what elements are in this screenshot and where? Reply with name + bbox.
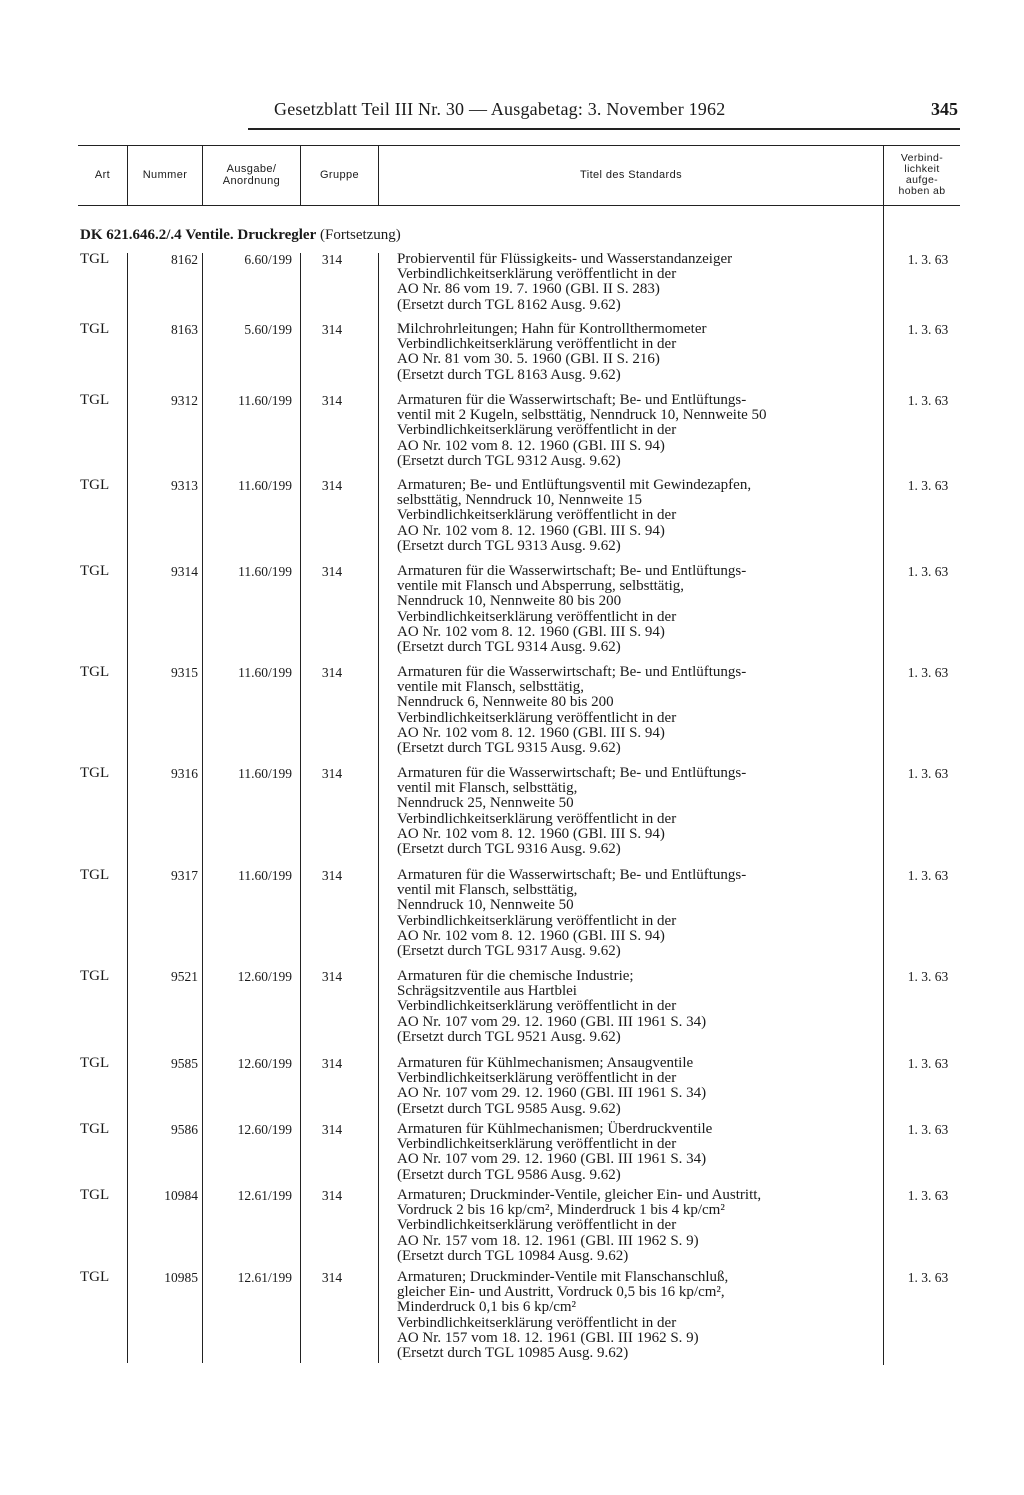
cell-verbindlichkeit: 1. 3. 63 [907,868,949,883]
title-line: AO Nr. 86 vom 19. 7. 1960 (GBl. II S. 283) [397,281,660,298]
cell-verbindlichkeit: 1. 3. 63 [907,665,949,680]
title-line: Armaturen für die chemische Industrie; [397,968,634,984]
cell-ausgabe: 11.60/199 [238,564,292,579]
title-line: AO Nr. 102 vom 8. 12. 1960 (GBl. III S. 94) [397,724,665,741]
title-line: Vordruck 2 bis 16 kp/cm², Minderdruck 1 bis 4 kp/cm² [397,1202,725,1219]
cell-nummer: 8162 [171,252,198,267]
cell-nummer: 10984 [164,1188,198,1203]
title-line: gleicher Ein- und Austritt, Vordruck 0,5 bis 16 kp/cm², [397,1284,725,1301]
column-divider [883,145,884,1365]
title-line: AO Nr. 102 vom 8. 12. 1960 (GBl. III S. 94) [397,927,665,944]
title-line: Verbindlichkeitserklärung veröffentlicht in der [397,336,677,353]
cell-gruppe: 314 [321,393,343,408]
cell-gruppe: 314 [321,322,343,337]
cell-art: TGL [80,392,110,408]
cell-titel [397,969,877,1045]
cell-ausgabe: 11.60/199 [238,766,292,781]
title-line: ventil mit Flansch, selbsttätig, [397,780,578,797]
title-line: Verbindlichkeitserklärung veröffentlicht in der [397,422,677,439]
cell-ausgabe: 11.60/199 [238,478,292,493]
cell-titel [397,665,877,756]
title-line: Armaturen für die Wasserwirtschaft; Be- und Entlüftungs- [397,392,747,408]
title-line: (Ersetzt durch TGL 9315 Ausg. 9.62) [397,740,621,757]
cell-art: TGL [80,1055,110,1071]
title-line: ventile mit Flansch und Absperrung, selbsttätig, [397,578,685,595]
title-line: AO Nr. 102 vom 8. 12. 1960 (GBl. III S. 94) [397,522,665,539]
page-number: 345 [931,99,958,119]
cell-art: TGL [80,251,110,267]
cell-art: TGL [80,968,110,984]
title-line: Verbindlichkeitserklärung veröffentlicht in der [397,1217,677,1234]
cell-nummer: 9312 [171,393,198,408]
title-line: Armaturen für die Wasserwirtschaft; Be- und Entlüftungs- [397,867,747,883]
cell-art: TGL [80,1269,110,1285]
cell-titel [397,252,877,313]
cell-verbindlichkeit: 1. 3. 63 [907,564,949,579]
cell-titel [397,868,877,959]
cell-nummer: 9315 [171,665,198,680]
cell-verbindlichkeit: 1. 3. 63 [907,393,949,408]
title-line: Minderdruck 0,1 bis 6 kp/cm² [397,1299,577,1316]
cell-titel [397,478,877,554]
cell-nummer: 9313 [171,478,198,493]
column-header-gruppe: Gruppe [319,169,360,181]
title-line: AO Nr. 107 vom 29. 12. 1960 (GBl. III 1961 S. 34) [397,1151,707,1168]
title-line: Probierventil für Flüssigkeits- und Wasserstandanzeiger [397,251,733,267]
table-header-rule [78,205,960,206]
section-heading [80,227,401,244]
title-line: Verbindlichkeitserklärung veröffentlicht in der [397,266,677,283]
title-line: (Ersetzt durch TGL 10985 Ausg. 9.62) [397,1345,629,1362]
cell-ausgabe: 11.60/199 [238,868,292,883]
cell-ausgabe: 5.60/199 [244,322,292,337]
cell-nummer: 8163 [171,322,198,337]
cell-nummer: 9585 [171,1056,198,1071]
title-line: Verbindlichkeitserklärung veröffentlicht in der [397,912,677,929]
title-line: (Ersetzt durch TGL 9312 Ausg. 9.62) [397,452,621,469]
title-line: AO Nr. 107 vom 29. 12. 1960 (GBl. III 1961 S. 34) [397,1085,707,1102]
cell-gruppe: 314 [321,1270,343,1285]
cell-gruppe: 314 [321,665,343,680]
cell-ausgabe: 11.60/199 [238,665,292,680]
cell-nummer: 9316 [171,766,198,781]
column-header-titel: Titel des Standards [580,169,682,181]
cell-gruppe: 314 [321,1056,343,1071]
cell-art: TGL [80,1121,110,1137]
title-line: (Ersetzt durch TGL 10984 Ausg. 9.62) [397,1247,629,1264]
cell-gruppe: 314 [321,1122,343,1137]
column-divider [378,253,379,1363]
cell-titel [397,393,877,469]
title-line: AO Nr. 81 vom 30. 5. 1960 (GBl. II S. 216) [397,351,660,368]
cell-art: TGL [80,1187,110,1203]
cell-art: TGL [80,664,110,680]
cell-titel [397,1056,877,1117]
cell-gruppe: 314 [321,252,343,267]
title-line: Verbindlichkeitserklärung veröffentlicht in der [397,608,677,625]
cell-gruppe: 314 [321,969,343,984]
cell-art: TGL [80,867,110,883]
title-line: Armaturen für Kühlmechanismen; Ansaugventile [397,1055,694,1071]
title-line: AO Nr. 102 vom 8. 12. 1960 (GBl. III S. 94) [397,825,665,842]
cell-gruppe: 314 [321,868,343,883]
standards-table [78,145,960,1365]
title-line: AO Nr. 102 vom 8. 12. 1960 (GBl. III S. 94) [397,437,665,454]
cell-nummer: 10985 [164,1270,198,1285]
cell-art: TGL [80,321,110,337]
title-line: Nenndruck 10, Nennweite 80 bis 200 [397,593,622,610]
column-header-verbindlichkeit: Verbind- lichkeit aufge- hoben ab [898,152,946,197]
cell-verbindlichkeit: 1. 3. 63 [907,478,949,493]
cell-gruppe: 314 [321,478,343,493]
cell-verbindlichkeit: 1. 3. 63 [907,1056,949,1071]
cell-verbindlichkeit: 1. 3. 63 [907,322,949,337]
cell-titel [397,322,877,383]
title-line: AO Nr. 102 vom 8. 12. 1960 (GBl. III S. 94) [397,623,665,640]
cell-titel [397,1188,877,1264]
cell-verbindlichkeit: 1. 3. 63 [907,969,949,984]
title-line: (Ersetzt durch TGL 9586 Ausg. 9.62) [397,1166,621,1183]
title-line: ventil mit Flansch, selbsttätig, [397,882,578,899]
title-line: Milchrohrleitungen; Hahn für Kontrollthermometer [397,321,707,337]
cell-ausgabe: 12.60/199 [237,969,292,984]
header-rule [248,128,960,130]
cell-art: TGL [80,477,110,493]
cell-ausgabe: 12.60/199 [237,1056,292,1071]
title-line: Verbindlichkeitserklärung veröffentlicht in der [397,1314,677,1331]
cell-nummer: 9317 [171,868,198,883]
cell-ausgabe: 11.60/199 [238,393,292,408]
cell-ausgabe: 12.61/199 [237,1270,292,1285]
title-line: Verbindlichkeitserklärung veröffentlicht in der [397,1070,677,1087]
cell-gruppe: 314 [321,766,343,781]
cell-verbindlichkeit: 1. 3. 63 [907,1188,949,1203]
cell-titel [397,1122,877,1183]
title-line: (Ersetzt durch TGL 9317 Ausg. 9.62) [397,943,621,960]
cell-gruppe: 314 [321,564,343,579]
title-line: Schrägsitzventile aus Hartblei [397,983,577,1000]
cell-ausgabe: 12.60/199 [237,1122,292,1137]
title-line: (Ersetzt durch TGL 9316 Ausg. 9.62) [397,841,621,858]
cell-art: TGL [80,765,110,781]
title-line: (Ersetzt durch TGL 8162 Ausg. 9.62) [397,296,621,313]
title-line: Armaturen für die Wasserwirtschaft; Be- und Entlüftungs- [397,563,747,579]
column-header-art: Art [94,169,111,181]
title-line: AO Nr. 157 vom 18. 12. 1961 (GBl. III 1962 S. 9) [397,1329,699,1346]
column-divider [300,253,301,1363]
title-line: Armaturen; Druckminder-Ventile mit Flanschanschluß, [397,1269,729,1285]
cell-verbindlichkeit: 1. 3. 63 [907,1122,949,1137]
title-line: Armaturen für die Wasserwirtschaft; Be- und Entlüftungs- [397,765,747,781]
title-line: Armaturen; Be- und Entlüftungsventil mit Gewindezapfen, [397,477,752,493]
title-line: Verbindlichkeitserklärung veröffentlicht in der [397,1136,677,1153]
cell-nummer: 9314 [171,564,198,579]
section-dk-number: DK 621.646.2/.4 [80,227,182,243]
title-line: Nenndruck 25, Nennweite 50 [397,795,574,812]
cell-nummer: 9521 [171,969,198,984]
title-line: Nenndruck 6, Nennweite 80 bis 200 [397,694,614,711]
title-line: (Ersetzt durch TGL 9585 Ausg. 9.62) [397,1100,621,1117]
title-line: (Ersetzt durch TGL 9521 Ausg. 9.62) [397,1028,621,1045]
title-line: (Ersetzt durch TGL 8163 Ausg. 9.62) [397,366,621,383]
cell-art: TGL [80,563,110,579]
title-line: selbsttätig, Nenndruck 10, Nennweite 15 [397,492,642,509]
title-line: AO Nr. 157 vom 18. 12. 1961 (GBl. III 1962 S. 9) [397,1232,699,1249]
title-line: ventile mit Flansch, selbsttätig, [397,679,585,696]
column-header-nummer: Nummer [142,169,188,181]
section-suffix: (Fortsetzung) [319,227,401,243]
title-line: ventil mit 2 Kugeln, selbsttätig, Nenndruck 10, Nennweite 50 [397,407,767,424]
cell-titel [397,1270,877,1361]
page-header [248,99,960,125]
cell-titel [397,564,877,655]
title-line: Verbindlichkeitserklärung veröffentlicht in der [397,709,677,726]
title-line: AO Nr. 107 vom 29. 12. 1960 (GBl. III 1961 S. 34) [397,1013,707,1030]
cell-verbindlichkeit: 1. 3. 63 [907,252,949,267]
cell-verbindlichkeit: 1. 3. 63 [907,766,949,781]
title-line: Armaturen für Kühlmechanismen; Überdruckventile [397,1121,713,1137]
cell-ausgabe: 6.60/199 [244,252,292,267]
title-line: (Ersetzt durch TGL 9313 Ausg. 9.62) [397,537,621,554]
cell-gruppe: 314 [321,1188,343,1203]
section-name: Ventile. Druckregler [185,227,317,243]
title-line: Armaturen für die Wasserwirtschaft; Be- und Entlüftungs- [397,664,747,680]
cell-verbindlichkeit: 1. 3. 63 [907,1270,949,1285]
cell-ausgabe: 12.61/199 [237,1188,292,1203]
column-header-ausgabe: Ausgabe/ Anordnung [222,163,281,187]
column-divider [127,253,128,1363]
title-line: Verbindlichkeitserklärung veröffentlicht in der [397,810,677,827]
title-line: Verbindlichkeitserklärung veröffentlicht in der [397,507,677,524]
title-line: Nenndruck 10, Nennweite 50 [397,897,574,914]
cell-nummer: 9586 [171,1122,198,1137]
title-line: (Ersetzt durch TGL 9314 Ausg. 9.62) [397,639,621,656]
cell-titel [397,766,877,857]
title-line: Armaturen; Druckminder-Ventile, gleicher Ein- und Austritt, [397,1187,762,1203]
title-line: Verbindlichkeitserklärung veröffentlicht in der [397,998,677,1015]
page-title: Gesetzblatt Teil III Nr. 30 — Ausgabetag: 3. November 1962 [274,99,726,119]
